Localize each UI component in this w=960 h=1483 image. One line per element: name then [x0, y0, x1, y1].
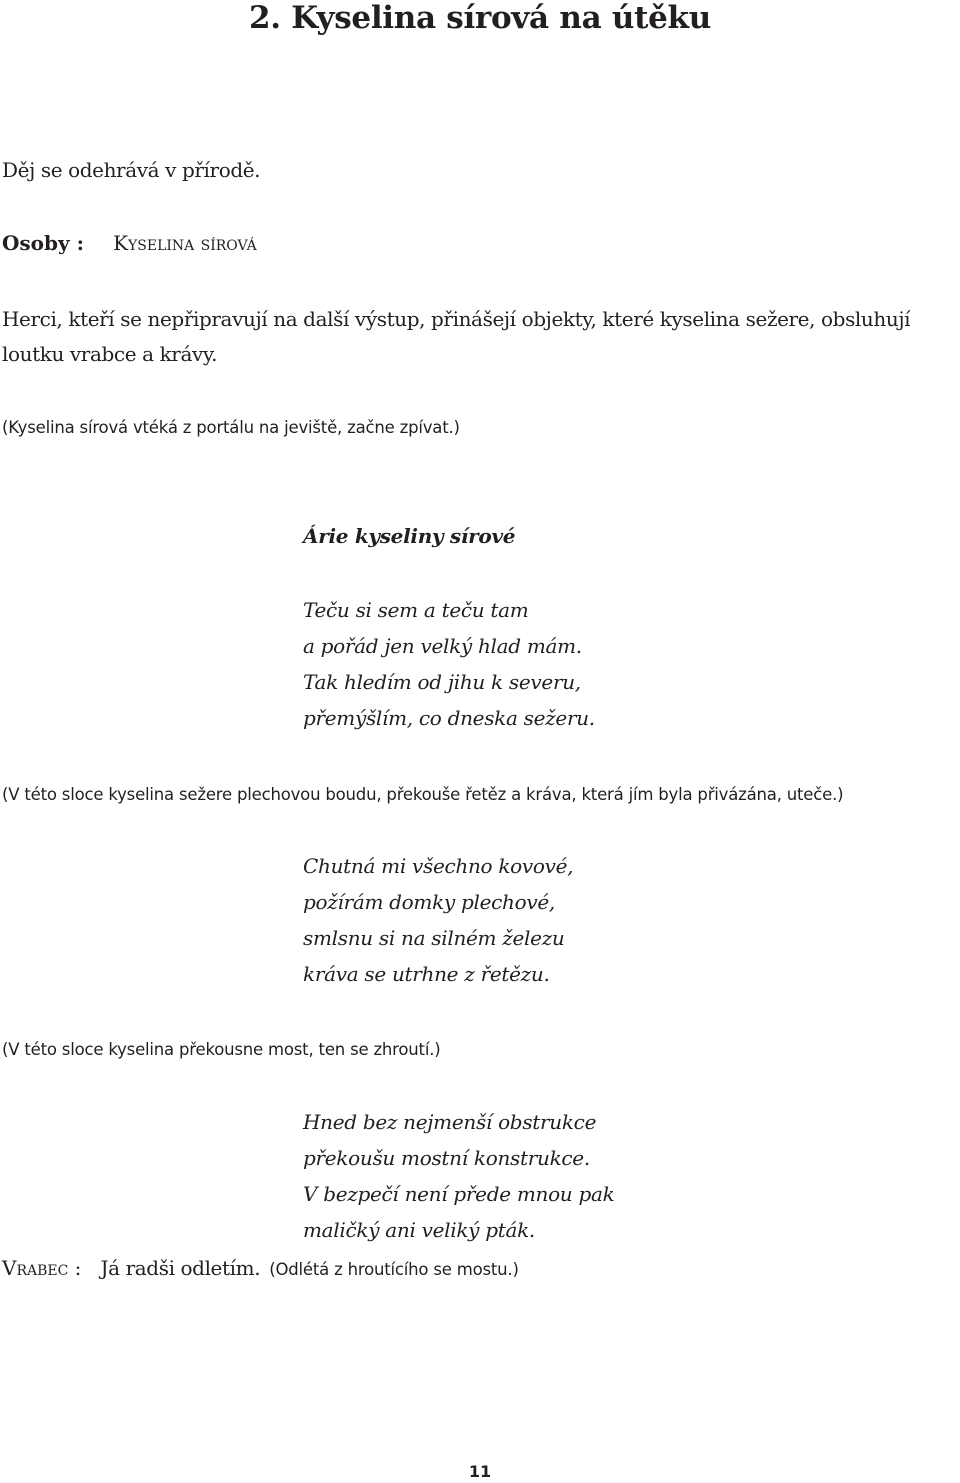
verse-line: smlsnu si na silném železu	[303, 926, 565, 950]
page-number: 11	[468, 1462, 492, 1481]
verse-line: V bezpečí není přede mnou pak	[303, 1182, 615, 1206]
verse-line: maličký ani veliký pták.	[303, 1218, 535, 1242]
verse-line: Teču si sem a teču tam	[303, 598, 529, 622]
page-title: 2. Kyselina sírová na útěku	[249, 0, 711, 36]
verse-line: překoušu mostní konstrukce.	[303, 1146, 590, 1170]
speaker-name: Vrabec :	[2, 1256, 82, 1280]
stage-direction-2: (V této sloce kyselina sežere plechovou boudu, překouše řetěz a kráva, která jím byla přivázána, uteče.)	[2, 785, 844, 804]
verse-line: Tak hledím od jihu k severu,	[303, 670, 581, 694]
aria-title: Árie kyseliny sírové	[303, 524, 516, 548]
cast-label: Osoby :	[2, 231, 84, 255]
verse-line: požírám domky plechové,	[303, 890, 555, 914]
dialogue-line	[2, 1256, 519, 1280]
verse-line: Chutná mi všechno kovové,	[303, 854, 574, 878]
stage-direction-1: (Kyselina sírová vtéká z portálu na jeviště, začne zpívat.)	[2, 418, 460, 437]
cast-character: Kyselina sírová	[113, 231, 257, 255]
verse-line: Hned bez nejmenší obstrukce	[303, 1110, 597, 1134]
dialogue-direction: (Odlétá z hroutícího se mostu.)	[269, 1260, 519, 1279]
stage-direction-3: (V této sloce kyselina překousne most, ten se zhroutí.)	[2, 1040, 441, 1059]
verse-1	[303, 592, 595, 736]
spoken-line: Já radši odletím.	[100, 1256, 261, 1280]
verse-line: přemýšlím, co dneska sežeru.	[303, 706, 595, 730]
actors-note: Herci, kteří se nepřipravují na další výstup, přinášejí objekty, které kyselina sežere, obsluhují loutku vrabce a krávy.	[2, 307, 911, 366]
verse-3	[303, 1104, 614, 1248]
verse-2	[303, 848, 573, 992]
cast-list	[2, 231, 257, 255]
verse-line: kráva se utrhne z řetězu.	[303, 962, 550, 986]
setting-text: Děj se odehrává v přírodě.	[2, 158, 261, 182]
verse-line: a pořád jen velký hlad mám.	[303, 634, 582, 658]
